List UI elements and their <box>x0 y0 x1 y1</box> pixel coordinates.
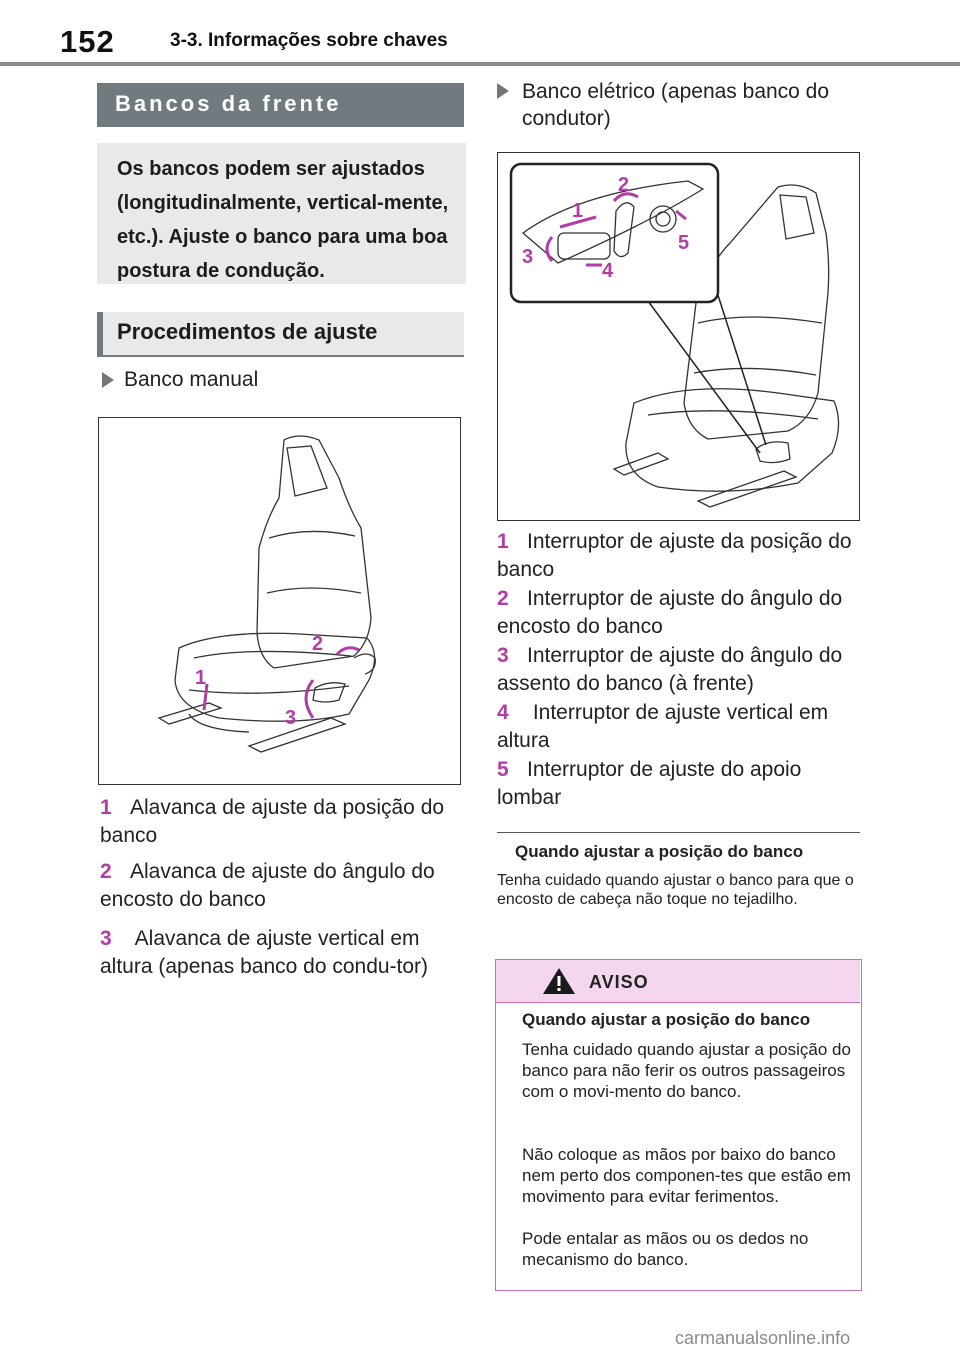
subsection-title: Procedimentos de ajuste <box>97 312 464 357</box>
item-text: Alavanca de ajuste do ângulo do encosto do banco <box>100 860 435 911</box>
page-number: 152 <box>60 24 115 59</box>
electric-seat-illustration <box>498 153 858 519</box>
item-number: 3 <box>497 644 509 667</box>
item-text: Interruptor de ajuste do ângulo do assento do banco (à frente) <box>497 644 843 695</box>
item-number: 4 <box>497 701 509 724</box>
note-divider <box>497 832 860 833</box>
manual-callout-2: 2 <box>312 633 324 655</box>
warning-triangle-icon <box>541 966 577 996</box>
item-number: 3 <box>100 927 112 950</box>
item-text: Interruptor de ajuste do ângulo do encosto do banco <box>497 587 843 638</box>
warning-paragraph: Tenha cuidado quando ajustar a posição do banco para não ferir os outros passageiros com o movi-mento do banco. <box>522 1040 851 1101</box>
warning-label: AVISO <box>589 972 649 992</box>
electric-item <box>497 528 860 584</box>
bullet-arrow-icon <box>102 372 114 388</box>
section-title: Bancos da frente <box>97 83 464 127</box>
electric-item <box>497 756 860 812</box>
electric-seat-figure <box>497 152 860 521</box>
manual-item <box>100 794 460 850</box>
electric-item <box>497 642 860 698</box>
warning-paragraph: Não coloque as mãos por baixo do banco nem perto dos componen-tes que estão em movimento para evitar ferimentos. <box>522 1145 851 1206</box>
item-number: 5 <box>497 758 509 781</box>
item-number: 2 <box>100 860 112 883</box>
manual-seat-figure <box>98 417 461 785</box>
warning-paragraph: Pode entalar as mãos ou os dedos no mecanismo do banco. <box>522 1229 809 1269</box>
manual-callout-3: 3 <box>285 707 297 729</box>
manual-item <box>100 925 460 981</box>
electric-callout-3: 3 <box>522 246 534 268</box>
note-body: Tenha cuidado quando ajustar o banco para que o encosto de cabeça não toque no tejadilho. <box>497 872 854 908</box>
item-text: Alavanca de ajuste vertical em altura (apenas banco do condu-tor) <box>100 927 429 978</box>
manual-seat-illustration <box>99 418 459 783</box>
warning-box <box>495 959 862 1291</box>
item-text: Interruptor de ajuste do apoio lombar <box>497 758 802 809</box>
watermark: carmanualsonline.info <box>675 1328 851 1348</box>
item-text: Interruptor de ajuste da posição do banco <box>497 530 852 581</box>
electric-callout-5: 5 <box>678 232 690 254</box>
item-number: 1 <box>497 530 509 553</box>
item-number: 2 <box>497 587 509 610</box>
item-number: 1 <box>100 796 112 819</box>
header-divider <box>0 62 960 66</box>
electric-callout-4: 4 <box>602 260 614 282</box>
electric-item <box>497 699 860 755</box>
electric-callout-2: 2 <box>618 174 630 196</box>
electric-callout-1: 1 <box>572 200 584 222</box>
section-intro: Os bancos podem ser ajustados (longitudinalmente, vertical-mente, etc.). Ajuste o banco para uma boa postura de condução. <box>97 143 466 284</box>
manual-seat-heading: Banco manual <box>124 368 259 391</box>
chapter-title: 3-3. Informações sobre chaves <box>170 30 448 51</box>
warning-title: Quando ajustar a posição do banco <box>522 1010 811 1029</box>
electric-item <box>497 585 860 641</box>
bullet-arrow-icon <box>497 83 509 99</box>
manual-callout-1: 1 <box>195 667 207 689</box>
electric-seat-heading: Banco elétrico (apenas banco do condutor) <box>522 80 830 130</box>
warning-header <box>496 960 860 1003</box>
item-text: Alavanca de ajuste da posição do banco <box>100 796 445 847</box>
manual-item <box>100 858 460 914</box>
note-title: Quando ajustar a posição do banco <box>515 842 804 861</box>
item-text: Interruptor de ajuste vertical em altura <box>497 701 829 752</box>
